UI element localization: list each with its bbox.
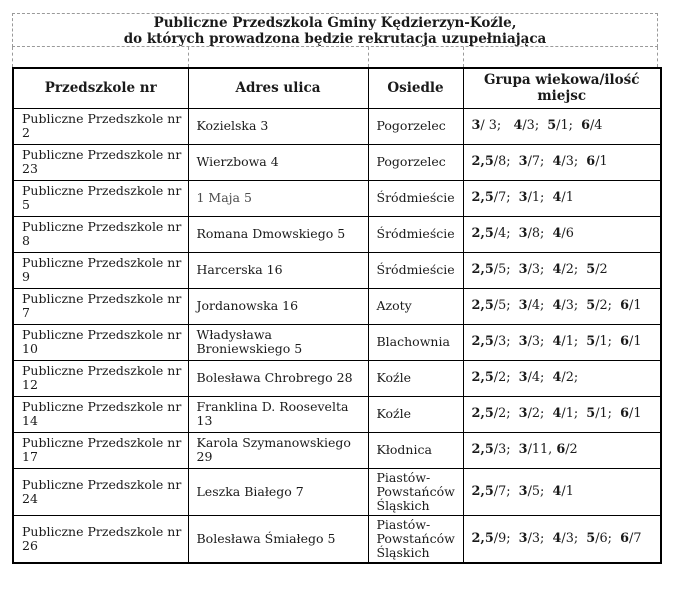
age-groups-cell: 2,5/5; 3/3; 4/2; 5/2 [463, 252, 661, 288]
table-row [13, 108, 661, 144]
age-group-number: 2,5 [471, 370, 494, 385]
age-group-number: 6 [620, 334, 630, 349]
age-group-number: 4 [552, 406, 562, 421]
table-row [13, 515, 661, 563]
preschool-name-cell: Publiczne Przedszkole nr 7 [13, 288, 188, 324]
title-spacer-row [12, 47, 658, 67]
age-groups-cell: 2,5/2; 3/2; 4/1; 5/1; 6/1 [463, 396, 661, 432]
table-row [13, 396, 661, 432]
spacer-divider [463, 47, 464, 67]
district-cell: Koźle [368, 360, 463, 396]
preschool-name-cell: Publiczne Przedszkole nr 23 [13, 144, 188, 180]
preschool-name-cell: Publiczne Przedszkole nr 12 [13, 360, 188, 396]
spacer-divider [188, 47, 189, 67]
age-group-number: 6 [556, 442, 566, 457]
age-group-number: 2,5 [471, 334, 494, 349]
age-group-number: 3 [518, 530, 528, 546]
age-group-number: 6 [620, 530, 630, 546]
age-group-number: 4 [552, 226, 562, 241]
column-header-groups: Grupa wiekowa/ilość miejsc [463, 68, 661, 108]
table-row [13, 180, 661, 216]
age-group-number: 3 [518, 298, 528, 313]
age-group-number: 2,5 [471, 406, 494, 421]
address-cell: Franklina D. Roosevelta 13 [188, 396, 368, 432]
age-group-number: 4 [552, 483, 562, 499]
age-group-number: 5 [586, 298, 596, 313]
age-groups-cell: 2,5/4; 3/8; 4/6 [463, 216, 661, 252]
age-group-number: 3 [518, 262, 528, 277]
address-cell: 1 Maja 5 [188, 180, 368, 216]
age-group-number: 2,5 [471, 190, 494, 205]
address-cell: Wierzbowa 4 [188, 144, 368, 180]
age-group-number: 4 [552, 298, 562, 313]
age-groups-cell: 2,5/2; 3/4; 4/2; [463, 360, 661, 396]
age-group-number: 4 [552, 190, 562, 205]
district-cell: Śródmieście [368, 216, 463, 252]
age-group-number: 4 [552, 154, 562, 169]
age-groups-cell: 2,5/9; 3/3; 4/3; 5/6; 6/7 [463, 515, 661, 563]
age-groups-cell: 3/ 3; 4/3; 5/1; 6/4 [463, 108, 661, 144]
age-group-number: 6 [581, 118, 590, 133]
spacer-divider [368, 47, 369, 67]
district-cell: Śródmieście [368, 252, 463, 288]
age-group-number: 6 [620, 298, 630, 313]
age-group-number: 2,5 [471, 483, 494, 499]
age-group-number: 2,5 [471, 298, 494, 313]
column-header-district: Osiedle [368, 68, 463, 108]
age-group-number: 6 [586, 154, 596, 169]
age-group-number: 3 [518, 406, 528, 421]
table-row [13, 216, 661, 252]
age-group-number: 3 [518, 370, 528, 385]
table-body [13, 108, 661, 563]
age-group-number: 3 [518, 334, 528, 349]
table-header-row [13, 68, 661, 108]
age-group-number: 2,5 [471, 442, 494, 457]
age-group-number: 2,5 [471, 226, 494, 241]
age-group-number: 6 [620, 406, 630, 421]
age-group-number: 3 [471, 118, 481, 133]
preschool-name-cell: Publiczne Przedszkole nr 17 [13, 432, 188, 468]
address-cell: Karola Szymanowskiego 29 [188, 432, 368, 468]
age-group-number: 2,5 [471, 154, 494, 169]
district-cell: Pogorzelec [368, 108, 463, 144]
age-group-number: 3 [518, 154, 528, 169]
age-group-number: 5 [586, 262, 596, 277]
address-cell: Władysława Broniewskiego 5 [188, 324, 368, 360]
age-group-number: 5 [586, 334, 596, 349]
age-group-number: 3 [518, 483, 528, 499]
preschool-name-cell: Publiczne Przedszkole nr 2 [13, 108, 188, 144]
address-cell: Bolesława Chrobrego 28 [188, 360, 368, 396]
age-group-number: 2,5 [471, 262, 494, 277]
column-header-address: Adres ulica [188, 68, 368, 108]
document-title [12, 13, 658, 47]
address-cell: Romana Dmowskiego 5 [188, 216, 368, 252]
district-cell: Śródmieście [368, 180, 463, 216]
age-group-number: 4 [552, 530, 562, 546]
age-groups-cell: 2,5/3; 3/3; 4/1; 5/1; 6/1 [463, 324, 661, 360]
preschool-name-cell: Publiczne Przedszkole nr 5 [13, 180, 188, 216]
table-row [13, 144, 661, 180]
address-cell: Harcerska 16 [188, 252, 368, 288]
age-group-number: 4 [552, 262, 562, 277]
district-cell: Piastów-Powstańców Śląskich [368, 468, 463, 515]
age-groups-cell: 2,5/5; 3/4; 4/3; 5/2; 6/1 [463, 288, 661, 324]
table-row [13, 324, 661, 360]
age-groups-cell: 2,5/8; 3/7; 4/3; 6/1 [463, 144, 661, 180]
district-cell: Blachownia [368, 324, 463, 360]
age-group-number: 2,5 [471, 530, 494, 546]
table-row [13, 252, 661, 288]
preschool-name-cell: Publiczne Przedszkole nr 9 [13, 252, 188, 288]
district-cell: Piastów-Powstańców Śląskich [368, 515, 463, 563]
address-cell: Bolesława Śmiałego 5 [188, 515, 368, 563]
age-groups-cell: 2,5/7; 3/1; 4/1 [463, 180, 661, 216]
age-group-number: 4 [513, 118, 523, 133]
district-cell: Koźle [368, 396, 463, 432]
table-row [13, 288, 661, 324]
preschool-name-cell: Publiczne Przedszkole nr 24 [13, 468, 188, 515]
preschool-name-cell: Publiczne Przedszkole nr 10 [13, 324, 188, 360]
address-cell: Jordanowska 16 [188, 288, 368, 324]
district-cell: Azoty [368, 288, 463, 324]
table-row [13, 432, 661, 468]
table-row [13, 360, 661, 396]
preschool-name-cell: Publiczne Przedszkole nr 8 [13, 216, 188, 252]
address-cell: Leszka Białego 7 [188, 468, 368, 515]
district-cell: Pogorzelec [368, 144, 463, 180]
age-group-number: 5 [547, 118, 557, 133]
age-group-number: 3 [518, 226, 528, 241]
district-cell: Kłodnica [368, 432, 463, 468]
age-group-number: 3 [518, 190, 528, 205]
address-cell: Kozielska 3 [188, 108, 368, 144]
preschool-name-cell: Publiczne Przedszkole nr 14 [13, 396, 188, 432]
column-header-preschool: Przedszkole nr [13, 68, 188, 108]
document-title-line2: do których prowadzona będzie rekrutacja uzupełniająca [123, 31, 547, 47]
document-title-line1: Publiczne Przedszkola Gminy Kędzierzyn-Koźle, [153, 15, 517, 31]
age-groups-cell: 2,5/3; 3/11, 6/2 [463, 432, 661, 468]
age-group-number: 4 [552, 370, 562, 385]
preschool-table [12, 67, 662, 564]
table-row [13, 468, 661, 515]
age-group-number: 3 [518, 442, 528, 457]
age-group-number: 4 [552, 334, 562, 349]
age-group-number: 5 [586, 406, 596, 421]
age-group-number: 5 [586, 530, 596, 546]
age-groups-cell: 2,5/7; 3/5; 4/1 [463, 468, 661, 515]
preschool-name-cell: Publiczne Przedszkole nr 26 [13, 515, 188, 563]
